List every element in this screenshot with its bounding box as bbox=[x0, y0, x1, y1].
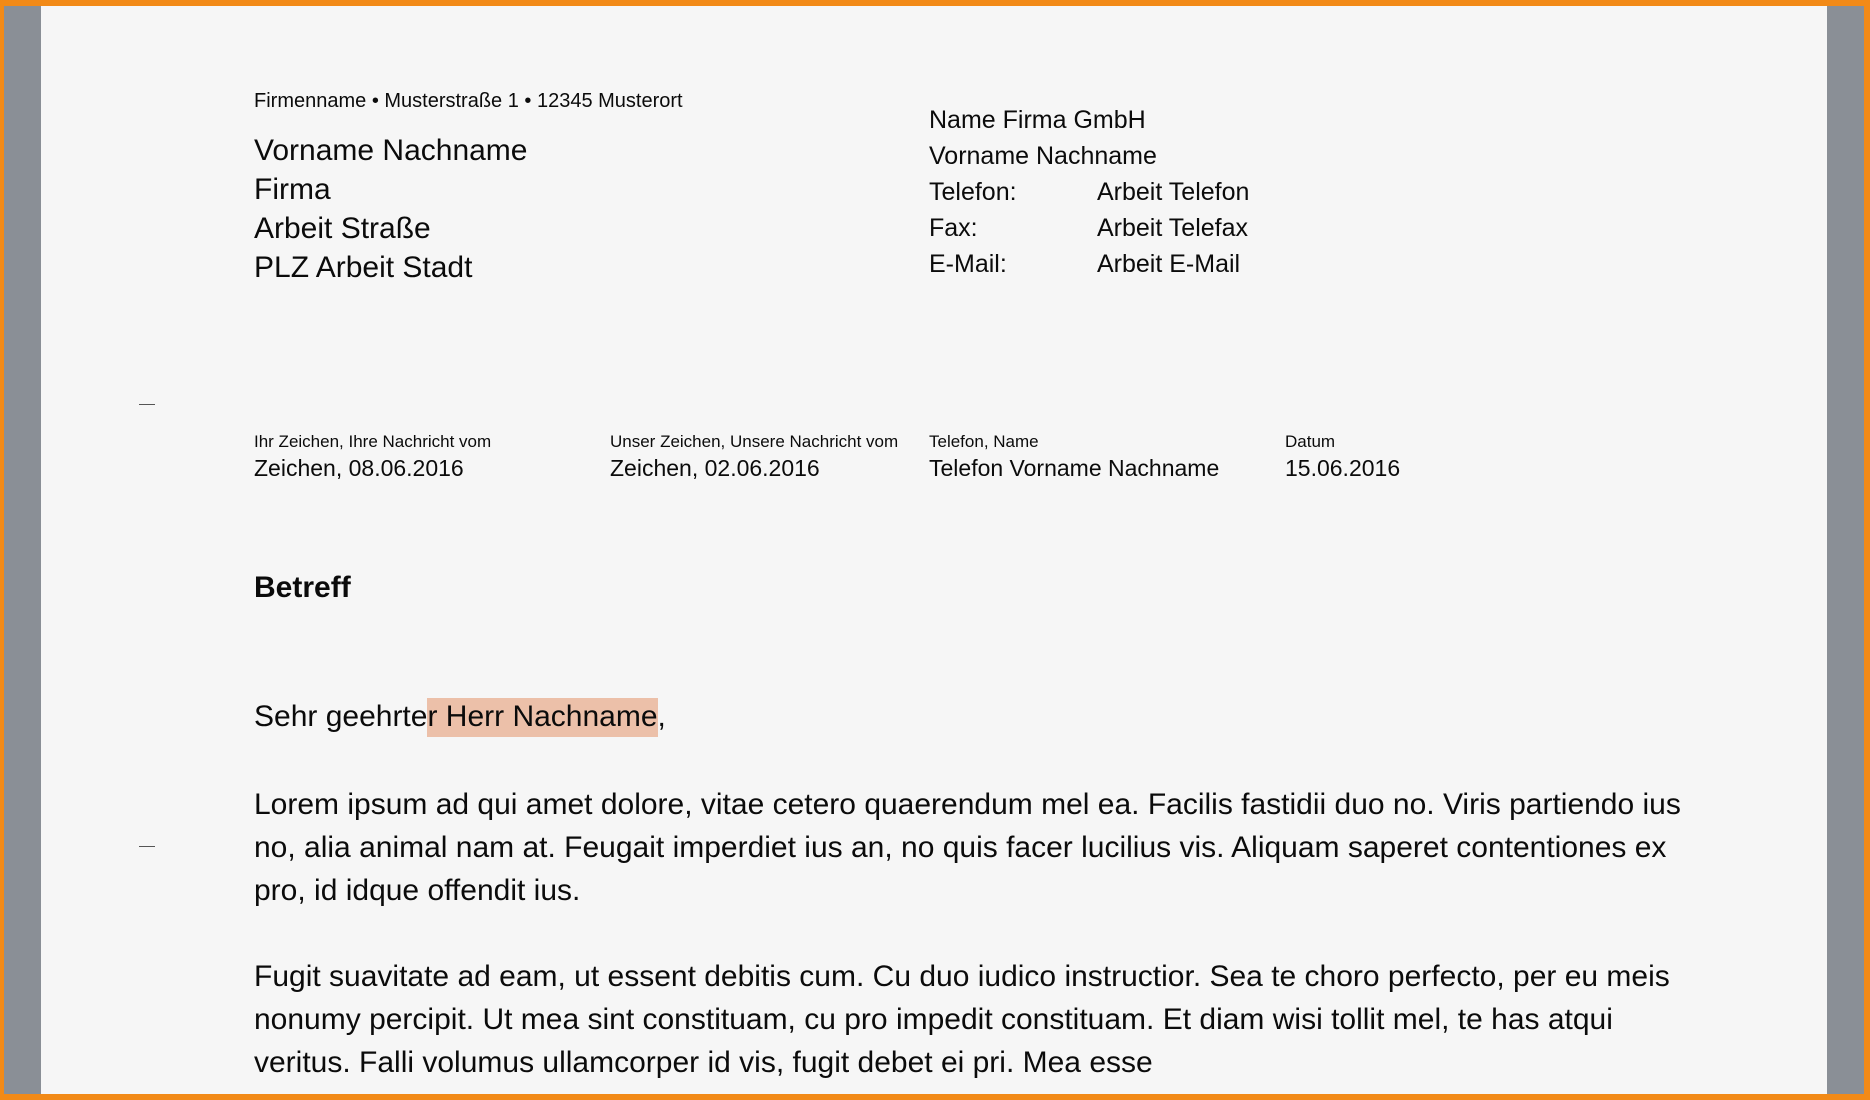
contact-row-phone bbox=[929, 174, 1249, 210]
reference-phone-name bbox=[929, 431, 1219, 483]
contact-value: Arbeit Telefax bbox=[1097, 214, 1249, 242]
company-name: Name Firma GmbH bbox=[929, 106, 1146, 134]
body-paragraph-1 bbox=[254, 783, 1694, 912]
salutation-suffix: , bbox=[657, 700, 666, 733]
reference-your-sign bbox=[254, 431, 491, 483]
fold-mark-top bbox=[139, 404, 155, 405]
company-info bbox=[929, 102, 1249, 282]
fold-mark-bottom bbox=[139, 846, 155, 847]
reference-our-sign bbox=[610, 431, 898, 483]
recipient-street: Arbeit Straße bbox=[254, 212, 431, 245]
recipient-city: PLZ Arbeit Stadt bbox=[254, 251, 473, 284]
reference-line bbox=[217, 431, 1657, 491]
contact-value: Arbeit E-Mail bbox=[1097, 250, 1241, 278]
salutation bbox=[254, 696, 666, 738]
reference-value: Zeichen, 08.06.2016 bbox=[254, 455, 464, 481]
reference-date bbox=[1285, 431, 1400, 483]
contact-row-email bbox=[929, 246, 1249, 282]
reference-label: Unser Zeichen, Unsere Nachricht vom bbox=[610, 432, 899, 451]
letter-page bbox=[41, 6, 1827, 1094]
recipient-address bbox=[254, 131, 528, 287]
contact-name: Vorname Nachname bbox=[929, 142, 1157, 170]
contact-label: Fax: bbox=[929, 214, 978, 242]
document-viewer bbox=[4, 6, 1864, 1094]
contact-label: Telefon: bbox=[929, 178, 1017, 206]
paragraph-text: Fugit suavitate ad eam, ut essent debitis cum. Cu duo iudico instructior. Sea te choro perfecto, per eu meis nonumy percipit. Ut mea sint constituam, cu pro impedit constituam. Et diam wisi tollit mel, te has atqui veritus. Falli volumus ullamcorper id vis, fugit debet ei pri. Mea esse bbox=[254, 960, 1670, 1079]
reference-value: 15.06.2016 bbox=[1285, 455, 1401, 481]
reference-label: Telefon, Name bbox=[929, 432, 1039, 451]
contact-value: Arbeit Telefon bbox=[1097, 178, 1250, 206]
reference-label: Ihr Zeichen, Ihre Nachricht vom bbox=[254, 432, 492, 451]
reference-label: Datum bbox=[1285, 432, 1336, 451]
paragraph-text: Lorem ipsum ad qui amet dolore, vitae cetero quaerendum mel ea. Facilis fastidii duo no. Viris partiendo ius no, alia animal nam at. Feugait imperdiet ius an, no quis facer lucilius vis. Aliquam saperet contentiones ex pro, id idque offendit ius. bbox=[254, 788, 1681, 907]
contact-row-fax bbox=[929, 210, 1249, 246]
reference-value: Telefon Vorname Nachname bbox=[929, 455, 1220, 481]
salutation-prefix: Sehr geehrte bbox=[254, 700, 428, 733]
body-paragraph-2 bbox=[254, 955, 1694, 1084]
contact-label: E-Mail: bbox=[929, 250, 1007, 278]
recipient-company: Firma bbox=[254, 173, 331, 206]
recipient-name: Vorname Nachname bbox=[254, 134, 528, 167]
sender-address-line: Firmenname • Musterstraße 1 • 12345 Musterort bbox=[254, 90, 683, 112]
subject-heading: Betreff bbox=[254, 571, 351, 604]
salutation-highlight[interactable]: r Herr Nachname bbox=[427, 698, 657, 737]
reference-value: Zeichen, 02.06.2016 bbox=[610, 455, 820, 481]
